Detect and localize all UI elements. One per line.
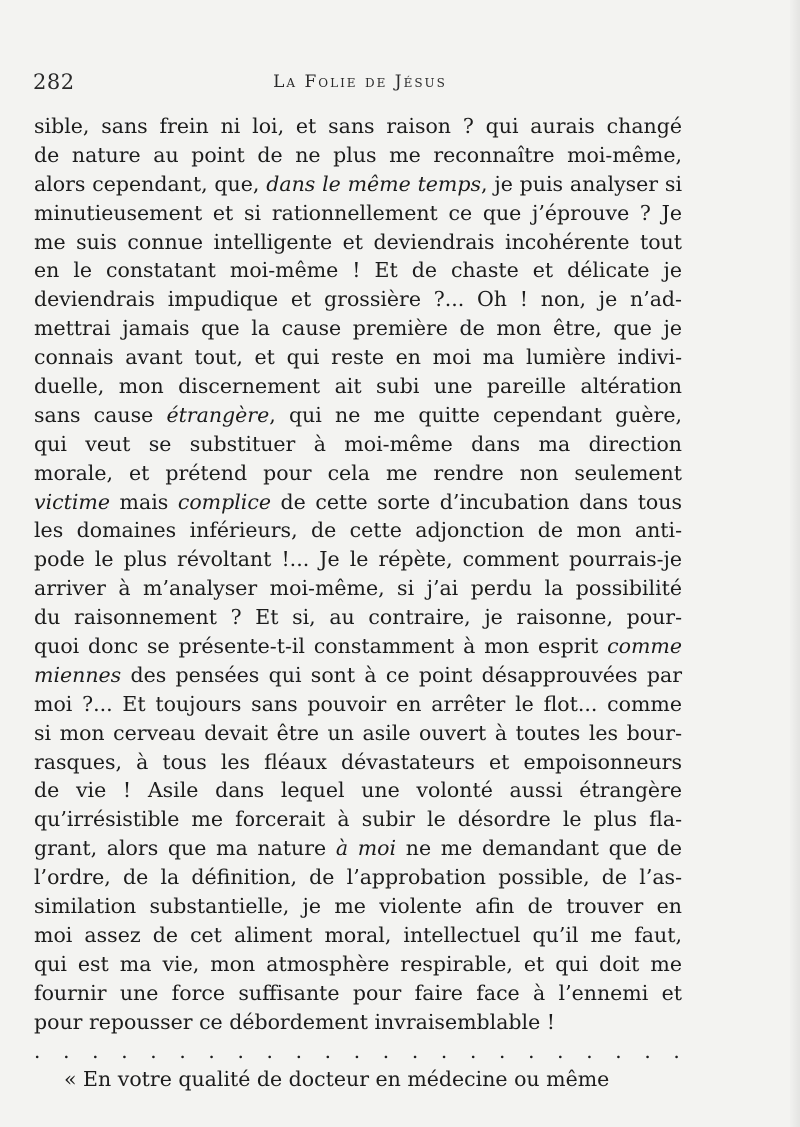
text-segment: mettrai jamais que la cause première de mon être, que je [34,316,682,341]
text-segment: , je puis analyser si [481,171,682,196]
text-line [34,748,682,777]
text-line [34,285,682,314]
text-line [34,314,682,343]
italic-text: complice [177,489,271,514]
text-line [34,112,682,141]
text-line [34,719,682,748]
text-segment: de nature au point de ne plus me reconnaître moi-même, [34,142,682,167]
text-segment: mais [109,489,178,514]
text-segment: sans cause [34,402,167,427]
text-segment: grant, alors que ma nature [34,836,336,861]
page-edge [790,0,800,1127]
ellipsis-dot: . [469,1038,477,1063]
text-line [34,921,682,950]
text-segment: de vie ! Asile dans lequel une volonté aussi étrangère [34,778,682,803]
italic-text: victime [34,489,110,514]
text-segment: deviendrais impudique et grossière ?... Oh ! non, je n’ad- [34,287,682,312]
text-line [34,459,682,488]
text-segment: les domaines inférieurs, de cette adjonction de mon anti- [34,518,682,543]
ellipsis-dot: . [237,1038,244,1063]
text-line [34,863,682,892]
text-line [34,805,682,834]
text-line [34,372,682,401]
ellipsis-row [34,1037,682,1066]
text-segment: minutieusement et si rationnellement ce que j’éprouve ? Je [34,200,682,225]
text-line [34,430,682,459]
text-line [34,488,682,517]
text-segment: fournir une force suffisante pour faire face à l’ennemi et [34,980,682,1005]
ellipsis-dot: . [499,1038,506,1063]
text-segment: connais avant tout, et qui reste en moi ma lumière indivi- [34,345,682,370]
ellipsis-dot: . [150,1038,157,1063]
ellipsis-dot: . [295,1038,302,1063]
ellipsis-dot: . [121,1038,128,1063]
text-segment: qui veut se substituer à moi-même dans ma direction [34,431,682,456]
ellipsis-dot: . [324,1038,331,1063]
text-segment: qu’irrésistible me forcerait à subir le désordre le plus fla- [34,807,682,832]
italic-text: à moi [335,836,397,861]
text-segment: , qui ne me quitte cependant guère, [269,402,682,427]
ellipsis-dot: . [353,1038,361,1063]
text-segment: pode le plus révoltant !... Je le répète, comment pourrais-je [34,547,682,572]
text-line [34,228,682,257]
text-line [34,545,682,574]
ellipsis-dot: . [673,1038,680,1063]
ellipsis-dot: . [179,1038,186,1063]
ellipsis-dot: . [644,1038,651,1063]
text-line [34,141,682,170]
text-segment: en le constatant moi-même ! Et de chaste et délicate je [34,258,682,283]
text-line [34,632,682,661]
text-segment: l’ordre, de la définition, de l’approbation possible, de l’as- [34,865,682,890]
text-lines [34,112,682,1037]
italic-text: étrangère [166,402,270,427]
text-line [34,1008,682,1037]
final-line: « En votre qualité de docteur en médecine ou même [64,1067,610,1092]
text-segment: des pensées qui sont à ce point désapprouvées par [121,662,682,687]
text-line [34,574,682,603]
text-segment: similation substantielle, je me violente afin de trouver en [34,894,682,919]
text-line [34,776,682,805]
running-title: La Folie de Jésus [273,72,447,92]
ellipsis-dot: . [92,1038,99,1063]
ellipsis-dot: . [411,1038,419,1063]
text-segment: rasques, à tous les fléaux dévastateurs et empoisonneurs [34,749,682,774]
ellipsis-dot: . [528,1038,535,1063]
text-segment: si mon cerveau devait être un asile ouvert à toutes les bour- [34,720,682,745]
text-line [34,834,682,863]
text-line [34,199,682,228]
ellipsis-dot: . [440,1038,448,1063]
ellipsis-dot: . [586,1038,593,1063]
text-segment: de cette sorte d’incubation dans tous [270,489,682,514]
ellipsis-dot: . [266,1038,273,1063]
ellipsis-dot: . [382,1038,390,1063]
ellipsis-dot: . [208,1038,215,1063]
italic-text: dans le même temps [266,171,482,196]
text-line [34,603,682,632]
text-segment: morale, et prétend pour cela me rendre non seulement [34,460,682,485]
text-line [34,343,682,372]
text-line [34,690,682,719]
text-line [34,516,682,545]
text-segment: moi assez de cet aliment moral, intellectuel qu’il me faut, [34,922,682,947]
text-segment: me suis connue intelligente et deviendrais incohérente tout [34,229,682,254]
ellipsis-dot: . [615,1038,622,1063]
text-segment: sible, sans frein ni loi, et sans raison ? qui aurais changé [34,114,682,138]
text-line [34,170,682,199]
text-line [34,661,682,690]
text-segment: du raisonnement ? Et si, au contraire, je raisonne, pour- [34,605,682,630]
text-segment: pour repousser ce débordement invraisemblable ! [34,1009,555,1034]
text-segment: qui est ma vie, mon atmosphère respirable, et qui doit me [34,951,682,976]
page-number: 282 [33,70,75,94]
text-line [34,950,682,979]
text-segment: arriver à m’analyser moi-même, si j’ai perdu la possibilité [34,576,682,601]
ellipsis-dot: . [34,1038,41,1063]
text-segment: duelle, mon discernement ait subi une pareille altération [34,374,682,399]
text-segment: quoi donc se présente-t-il constamment à mon esprit [34,634,608,659]
text-segment: ne me demandant que de [396,836,682,861]
text-segment: alors cependant, que, [34,171,267,196]
text-segment: moi ?... Et toujours sans pouvoir en arrêter le flot... comme [34,691,682,716]
text-line [34,979,682,1008]
text-line [34,401,682,430]
text-line [34,892,682,921]
text-line [34,256,682,285]
italic-text: comme [607,634,682,659]
italic-text: miennes [34,662,122,687]
ellipsis-dot: . [63,1038,70,1063]
body-text [34,112,682,1094]
ellipsis-dot: . [557,1038,564,1063]
